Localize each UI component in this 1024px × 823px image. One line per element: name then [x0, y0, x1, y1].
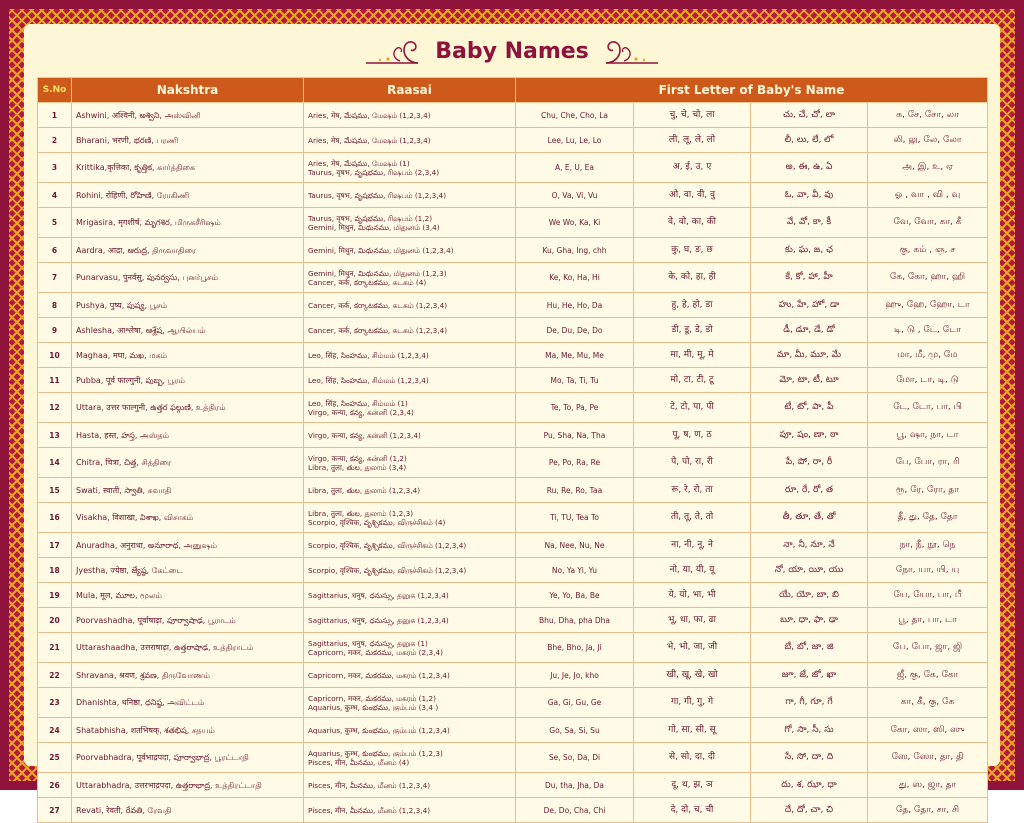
cell-letters-tamil: ஓ , வா , வி , வு — [868, 183, 988, 208]
cell-sno: 18 — [38, 558, 72, 583]
cell-nakshatra: Dhanishta, धनिष्ठा, ధనిష్ఠ, அவிட்டம் — [72, 688, 304, 718]
raasai-line: Sagittarius, धनुष, ధనుస్సు, தனுசு (1) — [308, 638, 428, 648]
table-row — [38, 718, 988, 743]
raasai-line: Cancer, कर्क, కర్కాటకము, கடகம் (4) — [308, 277, 427, 287]
cell-letters-telugu: బూ, ధా, ఫా, ఢా — [751, 608, 868, 633]
raasai-line: Libra, तुला, తుల, துலாம் (3,4) — [308, 462, 407, 472]
cell-sno: 19 — [38, 583, 72, 608]
cell-letters-english: Ju, Je, Jo, kho — [516, 663, 634, 688]
cell-nakshatra: Aardra, आद्रा, ఆరుద్ర, திருவாதிரை — [72, 238, 304, 263]
title-bar — [24, 32, 1000, 72]
cell-letters-tamil: தே, தோ, சா, சி — [868, 798, 988, 823]
table-row — [38, 448, 988, 478]
cell-letters-english: Hu, He, Ho, Da — [516, 293, 634, 318]
cell-letters-hindi: मा, मी, मू, मे — [634, 343, 751, 368]
cell-letters-tamil: யே, யோ, பா, பீ — [868, 583, 988, 608]
cell-nakshatra: Shatabhisha, शतभिषक्, శతభిష, சதயம் — [72, 718, 304, 743]
raasai-line: Cancer, कर्क, కర్కాటకము, கடகம் (1,2,3,4) — [308, 325, 448, 335]
cell-letters-telugu: పూ, షం, ణా, ఠా — [751, 423, 868, 448]
cell-letters-hindi: गो, सा, सी, सू — [634, 718, 751, 743]
cell-letters-tamil: அ, இ, உ, ஏ — [868, 153, 988, 183]
cell-raasai — [304, 448, 516, 478]
cell-letters-telugu: నా, నీ, నూ, నే — [751, 533, 868, 558]
raasai-line: Pisces, मीन, మీనము, மீனம் (4) — [308, 757, 410, 767]
cell-letters-telugu: లీ, లు, లే, లో — [751, 128, 868, 153]
cell-nakshatra: Mrigasira, मृगशीर्ष, మృగశిర, மிருகசீரிஷம் — [72, 208, 304, 238]
raasai-line: Capricorn, मकर, మకరము, மகரம் (2,3,4) — [308, 647, 443, 657]
cell-raasai — [304, 798, 516, 823]
header-sno: S.No — [38, 78, 72, 103]
cell-sno: 3 — [38, 153, 72, 183]
cell-letters-english: Ma, Me, Mu, Me — [516, 343, 634, 368]
cell-letters-english: Pu, Sha, Na, Tha — [516, 423, 634, 448]
cell-letters-telugu: దే, దో, చా, చి — [751, 798, 868, 823]
cell-letters-telugu: పే, పో, రా, రీ — [751, 448, 868, 478]
cell-letters-english: Du, tha, Jha, Da — [516, 773, 634, 798]
cell-nakshatra: Ashwini, अश्विनी, అశ్విని, அஸ்வினி — [72, 103, 304, 128]
table-row — [38, 663, 988, 688]
table-row — [38, 773, 988, 798]
table-row — [38, 743, 988, 773]
table-row — [38, 318, 988, 343]
cell-letters-telugu: జూ, జే, జో, ఖా — [751, 663, 868, 688]
cell-letters-telugu: సే, సో, దా, ది — [751, 743, 868, 773]
cell-sno: 6 — [38, 238, 72, 263]
cell-letters-tamil: கே, கோ, ஹா, ஹி — [868, 263, 988, 293]
raasai-line: Sagittarius, धनुष, ధనుస్సు, தனுசு (1,2,3,4) — [308, 590, 449, 600]
cell-sno: 8 — [38, 293, 72, 318]
table-row — [38, 263, 988, 293]
cell-letters-english: De, Do, Cha, Chi — [516, 798, 634, 823]
cell-sno: 10 — [38, 343, 72, 368]
table-body — [38, 103, 988, 823]
cell-letters-telugu: మో, టా, టీ, టూ — [751, 368, 868, 393]
cell-letters-hindi: रू, रे, रो, ता — [634, 478, 751, 503]
cell-nakshatra: Poorvabhadra, पूर्वभाद्रपदा, పూర్వాభాద్ర, பூரட்டாதி — [72, 743, 304, 773]
cell-sno: 15 — [38, 478, 72, 503]
cell-letters-tamil: டி, டு , டே, டோ — [868, 318, 988, 343]
cell-letters-telugu: దు, శ, ఝా, ధా — [751, 773, 868, 798]
raasai-line: Pisces, मीन, మీనము, மீனம் (1,2,3,4) — [308, 780, 431, 790]
cell-letters-tamil: லி, லு, லே, லோ — [868, 128, 988, 153]
cell-nakshatra: Rohini, रोहिणी, రోహిణి, ரோகிணி — [72, 183, 304, 208]
cell-letters-telugu: బే, బో, జా, జి — [751, 633, 868, 663]
raasai-line: Capricorn, मकर, మకరము, மகரம் (1,2,3,4) — [308, 670, 450, 680]
cell-letters-english: Ru, Re, Ro, Taa — [516, 478, 634, 503]
cell-letters-english: Ye, Yo, Ba, Be — [516, 583, 634, 608]
cell-letters-hindi: कु, घ, ङ, छ — [634, 238, 751, 263]
cell-sno: 14 — [38, 448, 72, 478]
cell-raasai — [304, 558, 516, 583]
cell-letters-english: Ku, Gha, Ing, chh — [516, 238, 634, 263]
cell-letters-tamil: ஹு, ஹே, ஹோ, டா — [868, 293, 988, 318]
cell-nakshatra: Uttarabhadra, उत्तरभाद्रपदा, ఉత్తరాభాద్ర, உத்திரட்டாதி — [72, 773, 304, 798]
cell-nakshatra: Swati, स्वाती, స్వాతి, சுவாதி — [72, 478, 304, 503]
table-header-row — [38, 78, 988, 103]
cell-letters-tamil: பூ, ஷா, நா, டா — [868, 423, 988, 448]
cell-letters-hindi: भू, धा, फा, ढा — [634, 608, 751, 633]
raasai-line: Scorpio, वृश्चिक, వృశ్చికము, விருச்சிகம் (4) — [308, 517, 446, 527]
cell-raasai — [304, 368, 516, 393]
table-row — [38, 293, 988, 318]
raasai-line: Gemini, मिथुन, మిథునము, மிதுனம் (3,4) — [308, 222, 440, 232]
cell-nakshatra: Punarvasu, पुनर्वसु, పునర్వసు, புனர்பூசம் — [72, 263, 304, 293]
cell-letters-hindi: मो, टा, टी, टू — [634, 368, 751, 393]
cell-raasai — [304, 633, 516, 663]
cell-letters-english: Lee, Lu, Le, Lo — [516, 128, 634, 153]
cell-sno: 1 — [38, 103, 72, 128]
raasai-line: Gemini, मिथुन, మిథునము, மிதுனம் (1,2,3) — [308, 268, 447, 278]
table-row — [38, 558, 988, 583]
raasai-line: Taurus, वृषभ, వృషభము, ரிஷபம் (1,2,3,4) — [308, 190, 447, 200]
raasai-line: Taurus, वृषभ, వృషభము, ரிஷபம் (2,3,4) — [308, 167, 440, 177]
cell-raasai — [304, 503, 516, 533]
cell-letters-english: O, Va, Vi, Vu — [516, 183, 634, 208]
raasai-line: Virgo, कन्या, కన్య, கன்னி (1,2) — [308, 453, 407, 463]
cell-letters-english: Pe, Po, Ra, Re — [516, 448, 634, 478]
header-raasai: Raasai — [304, 78, 516, 103]
header-nakshatra: Nakshtra — [72, 78, 304, 103]
raasai-line: Aquarius, कुम्भ, కుంభము, கும்பம் (1,2,3) — [308, 748, 443, 758]
cell-letters-hindi: दू, थ, झ, ञ — [634, 773, 751, 798]
cell-letters-tamil: பூ, தா, பா, டா — [868, 608, 988, 633]
cell-letters-english: No, Ya Yi, Yu — [516, 558, 634, 583]
table-row — [38, 423, 988, 448]
cell-letters-hindi: ती, तू, ते, तो — [634, 503, 751, 533]
cell-letters-hindi: ओ, वा, वी, वु — [634, 183, 751, 208]
cell-letters-hindi: पू, ष, ण, ठ — [634, 423, 751, 448]
cell-nakshatra: Poorvashadha, पूर्वाषाढ़ा, పూర్వాషాఢ, பூராடம் — [72, 608, 304, 633]
cell-letters-english: Ke, Ko, Ha, Hi — [516, 263, 634, 293]
cell-letters-tamil: ஜீ, கு, கே, கோ — [868, 663, 988, 688]
cell-letters-telugu: గో, సా, సీ, సు — [751, 718, 868, 743]
cell-letters-english: We Wo, Ka, Ki — [516, 208, 634, 238]
cell-sno: 27 — [38, 798, 72, 823]
raasai-line: Leo, सिंह, సింహము, சிம்மம் (1) — [308, 398, 408, 408]
header-first-letter: First Letter of Baby's Name — [516, 78, 988, 103]
raasai-line: Aquarius, कुम्भ, కుంభము, கும்பம் (3,4 ) — [308, 702, 439, 712]
cell-nakshatra: Jyestha, ज्येष्ठा, జ్యేష్ఠ, கேட்டை — [72, 558, 304, 583]
cell-nakshatra: Anuradha, अनुराधा, అనూరాధ, அனுஷம் — [72, 533, 304, 558]
raasai-line: Aries, मेष, మేషము, மேஷம் (1) — [308, 158, 410, 168]
cell-nakshatra: Visakha, विशाखा, విశాఖ, விசாகம் — [72, 503, 304, 533]
cell-letters-tamil: கா, கீ, கு, கே — [868, 688, 988, 718]
cell-letters-tamil: மா, மீ, மு, மே — [868, 343, 988, 368]
table-row — [38, 533, 988, 558]
left-ornament-icon — [364, 37, 420, 67]
cell-letters-telugu: మా, మీ, మూ, మే — [751, 343, 868, 368]
raasai-line: Libra, तुला, తుల, துலாம் (1,2,3,4) — [308, 485, 421, 495]
cell-raasai — [304, 343, 516, 368]
cell-letters-hindi: भे, भो, जा, जी — [634, 633, 751, 663]
cell-letters-hindi: दे, दो, च, ची — [634, 798, 751, 823]
cell-letters-telugu: నో, యా, యీ, యు — [751, 558, 868, 583]
cell-sno: 4 — [38, 183, 72, 208]
cell-letters-hindi: खी, खू, खे, खो — [634, 663, 751, 688]
cell-letters-telugu: రూ, రే, రో, త — [751, 478, 868, 503]
cell-sno: 13 — [38, 423, 72, 448]
cell-letters-english: De, Du, De, Do — [516, 318, 634, 343]
raasai-line: Virgo, कन्या, కన్య, கன்னி (1,2,3,4) — [308, 430, 421, 440]
cell-letters-hindi: गा, गी, गु, गे — [634, 688, 751, 718]
cell-nakshatra: Pushya, पुष्य, పుష్య, பூசம் — [72, 293, 304, 318]
cell-letters-english: Se, So, Da, Di — [516, 743, 634, 773]
raasai-line: Leo, सिंह, సింహము, சிம்மம் (1,2,3,4) — [308, 350, 429, 360]
table-row — [38, 343, 988, 368]
cell-letters-english: Ti, TU, Tea To — [516, 503, 634, 533]
page-title: Baby Names — [435, 39, 589, 64]
cell-raasai — [304, 183, 516, 208]
cell-letters-hindi: ना, नी, नू, ने — [634, 533, 751, 558]
table-row — [38, 393, 988, 423]
cell-letters-tamil: சு, சே, சோ, லா — [868, 103, 988, 128]
raasai-line: Taurus, वृषभ, వృషభము, ரிஷபம் (1,2) — [308, 213, 433, 223]
raasai-line: Gemini, मिथुन, మిథునము, மிதுனம் (1,2,3,4) — [308, 245, 454, 255]
cell-sno: 12 — [38, 393, 72, 423]
cell-sno: 24 — [38, 718, 72, 743]
cell-letters-hindi: अ, ई, उ, ए — [634, 153, 751, 183]
cell-letters-english: Na, Nee, Nu, Ne — [516, 533, 634, 558]
cell-letters-tamil: மோ, டா, டி, டு — [868, 368, 988, 393]
cell-letters-tamil: தீ, து, தே, தோ — [868, 503, 988, 533]
cell-nakshatra: Ashlesha, आश्लेषा, ఆశ్లేష, ஆயில்யம் — [72, 318, 304, 343]
table-row — [38, 608, 988, 633]
cell-raasai — [304, 718, 516, 743]
raasai-line: Pisces, मीन, మీనము, மீனம் (1,2,3,4) — [308, 805, 431, 815]
cell-raasai — [304, 423, 516, 448]
cell-letters-hindi: नो, या, यी, यू — [634, 558, 751, 583]
cell-sno: 26 — [38, 773, 72, 798]
cell-letters-tamil: நா, நீ, நூ, நெ — [868, 533, 988, 558]
raasai-line: Sagittarius, धनुष, ధనుస్సు, தனுசு (1,2,3,4) — [308, 615, 449, 625]
cell-letters-hindi: के, को, हा, ही — [634, 263, 751, 293]
cell-letters-telugu: కే, కో, హా, హీ — [751, 263, 868, 293]
cell-nakshatra: Krittika,कृत्तिका, కృత్తిక, கார்த்திகை — [72, 153, 304, 183]
cell-letters-telugu: హు, హే, హో, డా — [751, 293, 868, 318]
cell-raasai — [304, 608, 516, 633]
cell-letters-english: Te, To, Pa, Pe — [516, 393, 634, 423]
cell-raasai — [304, 238, 516, 263]
cell-letters-hindi: चु, चे, चो, ला — [634, 103, 751, 128]
cell-letters-tamil: ரூ, ரே, ரோ, தா — [868, 478, 988, 503]
cell-letters-english: Chu, Che, Cho, La — [516, 103, 634, 128]
raasai-line: Aquarius, कुम्भ, కుంభము, கும்பம் (1,2,3,4) — [308, 725, 450, 735]
cell-raasai — [304, 773, 516, 798]
cell-letters-english: A, E, U, Ea — [516, 153, 634, 183]
cell-raasai — [304, 128, 516, 153]
cell-letters-telugu: ఓ, వా, వీ, వు — [751, 183, 868, 208]
cell-raasai — [304, 103, 516, 128]
cell-raasai — [304, 478, 516, 503]
cell-letters-telugu: టే, టో, పా, పీ — [751, 393, 868, 423]
right-ornament-icon — [604, 37, 660, 67]
cell-sno: 17 — [38, 533, 72, 558]
cell-letters-tamil: டே, டோ, பா, பி — [868, 393, 988, 423]
cell-raasai — [304, 208, 516, 238]
table-row — [38, 688, 988, 718]
raasai-line: Scorpio, वृश्चिक, వృశ్చికము, விருச்சிகம் (1,2,3,4) — [308, 565, 467, 575]
cell-letters-hindi: पे, पो, रा, री — [634, 448, 751, 478]
cell-raasai — [304, 663, 516, 688]
cell-raasai — [304, 688, 516, 718]
table-row — [38, 478, 988, 503]
cell-letters-telugu: వే, వో, కా, కీ — [751, 208, 868, 238]
cell-sno: 22 — [38, 663, 72, 688]
cell-sno: 25 — [38, 743, 72, 773]
cell-sno: 5 — [38, 208, 72, 238]
cell-letters-telugu: డీ, డూ, డే, డో — [751, 318, 868, 343]
cell-letters-telugu: గా, గీ, గూ, గే — [751, 688, 868, 718]
cell-sno: 16 — [38, 503, 72, 533]
cell-raasai — [304, 318, 516, 343]
cell-letters-hindi: टे, टो, पा, पी — [634, 393, 751, 423]
table-row — [38, 103, 988, 128]
table-row — [38, 183, 988, 208]
cell-letters-english: Go, Sa, Si, Su — [516, 718, 634, 743]
cell-letters-english: Ga, Gi, Gu, Ge — [516, 688, 634, 718]
cell-letters-english: Mo, Ta, Ti, Tu — [516, 368, 634, 393]
table-row — [38, 208, 988, 238]
cell-letters-tamil: பே, போ, ஜா, ஜி — [868, 633, 988, 663]
cell-raasai — [304, 153, 516, 183]
cell-letters-telugu: అ, ఈ, ఉ, ఏ — [751, 153, 868, 183]
cell-nakshatra: Mula, मूल, మూల, மூலம் — [72, 583, 304, 608]
cell-letters-tamil: து, ஸ, ஜா, தா — [868, 773, 988, 798]
cell-raasai — [304, 743, 516, 773]
cell-letters-hindi: से, सो, दा, दी — [634, 743, 751, 773]
table-row — [38, 153, 988, 183]
table-row — [38, 503, 988, 533]
cell-nakshatra: Bharani, भरणी, భరణి, பரணி — [72, 128, 304, 153]
cell-letters-hindi: वे, वो, का, की — [634, 208, 751, 238]
cell-nakshatra: Shravana, श्रवण, శ్రవణ, திருவோணம் — [72, 663, 304, 688]
cell-letters-telugu: తీ, తూ, తే, తో — [751, 503, 868, 533]
cell-nakshatra: Uttarashaadha, उत्तराषाढ़ा, ఉత్తరాషాఢ, உத்திராடம் — [72, 633, 304, 663]
content-panel — [24, 24, 1000, 815]
cell-raasai — [304, 293, 516, 318]
cell-letters-english: Bhu, Dha, pha Dha — [516, 608, 634, 633]
cell-letters-telugu: యే, యో, బా, బి — [751, 583, 868, 608]
cell-raasai — [304, 393, 516, 423]
cell-raasai — [304, 263, 516, 293]
cell-sno: 23 — [38, 688, 72, 718]
raasai-line: Aries, मेष, మేషము, மேஷம் (1,2,3,4) — [308, 110, 431, 120]
cell-letters-tamil: கு, கம் , ஞ, ச — [868, 238, 988, 263]
cell-sno: 7 — [38, 263, 72, 293]
table-row — [38, 583, 988, 608]
raasai-line: Capricorn, मकर, మకరము, மகரம் (1,2) — [308, 693, 436, 703]
raasai-line: Libra, तुला, తుల, துலாம் (1,2,3) — [308, 508, 414, 518]
raasai-line: Cancer, कर्क, కర్కాటకము, கடகம் (1,2,3,4) — [308, 300, 448, 310]
cell-raasai — [304, 583, 516, 608]
cell-nakshatra: Pubba, पूर्व फाल्गुनी, పుబ్బ, பூரம் — [72, 368, 304, 393]
baby-names-table — [37, 77, 988, 823]
cell-raasai — [304, 533, 516, 558]
cell-letters-tamil: ஸே, ஸோ, தா, தி — [868, 743, 988, 773]
raasai-line: Scorpio, वृश्चिक, వృశ్చికము, விருச்சிகம் (1,2,3,4) — [308, 540, 467, 550]
raasai-line: Virgo, कन्या, కన్య, கன்னி (2,3,4) — [308, 407, 414, 417]
cell-letters-telugu: చు, చే, చో, లా — [751, 103, 868, 128]
cell-sno: 2 — [38, 128, 72, 153]
cell-letters-tamil: கோ, ஸா, ஸி, ஸு — [868, 718, 988, 743]
raasai-line: Leo, सिंह, సింహము, சிம்மம் (1,2,3,4) — [308, 375, 429, 385]
table-row — [38, 798, 988, 823]
cell-nakshatra: Revati, रेवती, రేవతి, ரேவதி — [72, 798, 304, 823]
table-row — [38, 128, 988, 153]
cell-nakshatra: Hasta, हस्त, హస్త, அஸ்தம் — [72, 423, 304, 448]
cell-sno: 9 — [38, 318, 72, 343]
cell-sno: 11 — [38, 368, 72, 393]
cell-sno: 20 — [38, 608, 72, 633]
cell-letters-tamil: நோ, யா, யி, யு — [868, 558, 988, 583]
cell-nakshatra: Uttara, उत्तर फाल्गुनी, ఉత్తర ఫల్గుణి, உத்திரம் — [72, 393, 304, 423]
cell-letters-english: Bhe, Bho, Ja, Ji — [516, 633, 634, 663]
cell-nakshatra: Maghaa, मघा, మఖ, மகம் — [72, 343, 304, 368]
table-row — [38, 238, 988, 263]
cell-letters-hindi: डी, डू, डे, डो — [634, 318, 751, 343]
cell-letters-telugu: కు, ఘ, ఙ, ఛ — [751, 238, 868, 263]
cell-sno: 21 — [38, 633, 72, 663]
raasai-line: Aries, मेष, మేషము, மேஷம் (1,2,3,4) — [308, 135, 431, 145]
cell-letters-hindi: हु, हे, हो, डा — [634, 293, 751, 318]
table-row — [38, 368, 988, 393]
cell-nakshatra: Chitra, चित्रा, చిత్త, சித்திரை — [72, 448, 304, 478]
cell-letters-tamil: பே, போ, ரா, ரி — [868, 448, 988, 478]
table-row — [38, 633, 988, 663]
cell-letters-tamil: வே, வோ, கா, கீ — [868, 208, 988, 238]
cell-letters-hindi: ली, लू, ले, लो — [634, 128, 751, 153]
cell-letters-hindi: ये, यो, भा, भी — [634, 583, 751, 608]
